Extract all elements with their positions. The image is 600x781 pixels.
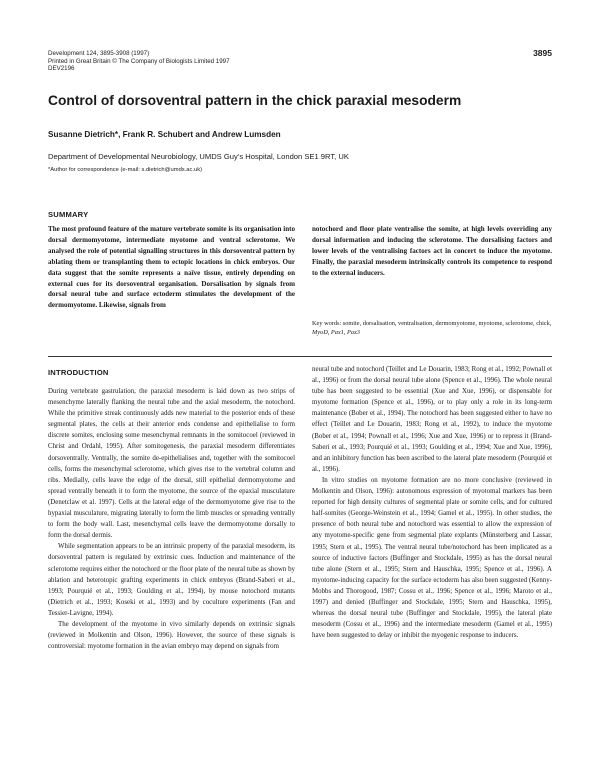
article-code: DEV2196 (48, 65, 75, 73)
keyword-separator: , (327, 329, 331, 337)
intro-paragraph-continued: neural tube and notochord (Teillet and Le Douarin, 1983; Rong et al., 1992; Pownall et al., 1996) or from the dorsal neural tube alone (Spence et al., 1996). The whole neural tube has been suggested to be essential (Xue and Xue, 1996), or dispensable for myotome formation (Spence et al., 1996), or to play only a role in its long-term maintenance (Bober et al., 1994). The notochord has been suggested either to have no effect (Teillet and Le Douarin, 1983; Rong et al., 1992), to induce the myotome (Bober et al., 1994; Pownall et al., 1996; Xue and Xue, 1996) or to repress it (Brand-Saberi et al., 1993; Pourquié et al., 1993; Goulding et al., 1994; Xue and Xue, 1996), and an inhibitory function has been ascribed to the lateral plate mesoderm (Pourquié et al., 1996). (312, 366, 552, 473)
printed-notice: Printed in Great Britain © The Company of Biologists Limited 1997 (48, 57, 230, 65)
journal-citation: Development 124, 3895-3908 (1997) (48, 50, 150, 57)
keyword-separator: , (343, 329, 348, 337)
summary-left-column (48, 224, 295, 311)
author-list: Susanne Dietrich*, Frank R. Schubert and Andrew Lumsden (48, 130, 281, 139)
section-divider (48, 356, 552, 357)
intro-paragraph-3: The development of the myotome in vivo similarly depends on extrinsic signals (reviewed in Molkentin and Olson, 1996). However, the source of these signals is controversial: myotome formation in the avian embryo may depend on signals from (48, 620, 295, 651)
summary-right-column (312, 224, 552, 279)
affiliation: Department of Developmental Neurobiology, UMDS Guy’s Hospital, London SE1 9RT, UK (48, 152, 349, 161)
keyword-pax1: Pax1 (330, 329, 344, 337)
page-number: 3895 (533, 48, 552, 58)
correspondence-note: *Author for correspondence (e-mail: s.dietrich@umds.ac.uk) (48, 167, 203, 173)
intro-paragraph-4: In vitro studies on myotome formation are no more conclusive (reviewed in Molkentin and Olson, 1996): autonomous expression of myotomal markers has been reported for high density cultures of segmental plate or somite cells, and for cultured half-somites (George-Weinstein et al., 1994; Gamel et al., 1995). In other studies, the presence of both neural tube and notochord was essential to allow the expression of any myotome-specific gene from segmental plate explants (Münsterberg and Lassar, 1995; Stern et al., 1995). The ventral neural tube/notochord has been implicated as a source of inductive factors (Buffinger and Stockdale, 1995) as has the dorsal neural tube alone (Stern et al., 1995; Stern and Hauschka, 1995; Spence et al., 1996). A myotome-inducing capacity for the surface ectoderm has also been suggested (Kenny-Mobbs and Thorogood, 1987; Cossu et al., 1996; Spence et al., 1996; Maroto et al., 1997) and denied (Buffinger and Stockdale, 1995; Stern and Hauschka, 1995), whereas the dorsal neural tube (Buffinger and Stockdale, 1995), the lateral plate mesoderm (Cossu et al., 1996) and the intermediate mesoderm (Gamel et al., 1995) have been suggested to delay or inhibit the myogenic response to inducers. (312, 476, 552, 640)
publication-info (48, 50, 230, 73)
keywords (312, 319, 552, 338)
summary-heading: SUMMARY (48, 210, 89, 219)
introduction-right-column (312, 364, 552, 641)
introduction-left-column (48, 386, 295, 652)
intro-paragraph-1: During vertebrate gastrulation, the paraxial mesoderm is laid down as two strips of mesenchyme laterally flanking the neural tube and the axial mesoderm, the notochord. While the primitive streak continuously adds new material to the posterior ends of these segmental plates, the cells at their anterior ends condense and epithelialise to form discrete somites, enclosing some mesenchymal remnants in the somitocoel (reviewed in Christ and Ordahl, 1995). After somitogenesis, the paraxial mesoderm differentiates dorsoventrally. Ventrally, the somite de-epithelialises and, together with the somitocoel cells, forms the mesenchymal sclerotome, which gives rise to the vertebral column and ribs. Medially, cells leave the edge of the dorsal, still epithelial dermomyotome and spread ventrally beneath it to form the myotome, the source of the epaxial musculature (Denetclaw et al. 1997). Cells at the lateral edge of the dermomyotome give rise to the hypaxial musculature, migrating laterally to form the limb muscles or spreading ventrally to form the body wall. Last, mesenchymal cells leave the dermomyotome dorsally to form the dorsal dermis. (48, 388, 295, 540)
summary-paragraph: The most profound feature of the mature vertebrate somite is its organisation into dorsal dermomyotome, intermediate myotome and ventral sclerotome. We analysed the role of potential signalling structures in this dorsoventral pattern by ablating them or transplanting them to ectopic locations in chick embryos. Our data suggest that the somite represents a naïve tissue, entirely depending on external cues for its dorsoventral organisation. Dorsalisation by signals from dorsal neural tube and surface ectoderm stimulates the development of the dermomyotome. Likewise, signals from (48, 225, 295, 310)
keyword-myod: MyoD (312, 329, 328, 337)
summary-paragraph-continued: notochord and floor plate ventralise the somite, at high levels overriding any dorsal information and inducing the sclerotome. The dorsalising factors and lower levels of the ventralising factors act in concert to induce the myotome. Finally, the paraxial mesoderm intrinsically controls its competence to respond to the external inducers. (312, 225, 552, 277)
article-title: Control of dorsoventral pattern in the chick paraxial mesoderm (48, 93, 462, 108)
keyword-pax3: Pax3 (347, 329, 360, 337)
introduction-heading: INTRODUCTION (48, 368, 109, 377)
intro-paragraph-2: While segmentation appears to be an intrinsic property of the paraxial mesoderm, its dorsoventral pattern is regulated by extrinsic cues. Induction and maintenance of the sclerotome requires either the notochord or the floor plate of the neural tube as shown by ablation and heterotopic grafting experiments in chick embryos (Brand-Saberi et al., 1993; Pourquié et al., 1993; Goulding et al., 1994), by mouse notochord mutants (Dietrich et al., 1993; Koseki et al., 1993) and by coculture experiments (Fan and Tessier-Lavigne, 1994). (48, 543, 295, 617)
keywords-text: Key words: somite, dorsalisation, ventralisation, dermomyotome, myotome, sclerotome, chick, (312, 320, 552, 327)
